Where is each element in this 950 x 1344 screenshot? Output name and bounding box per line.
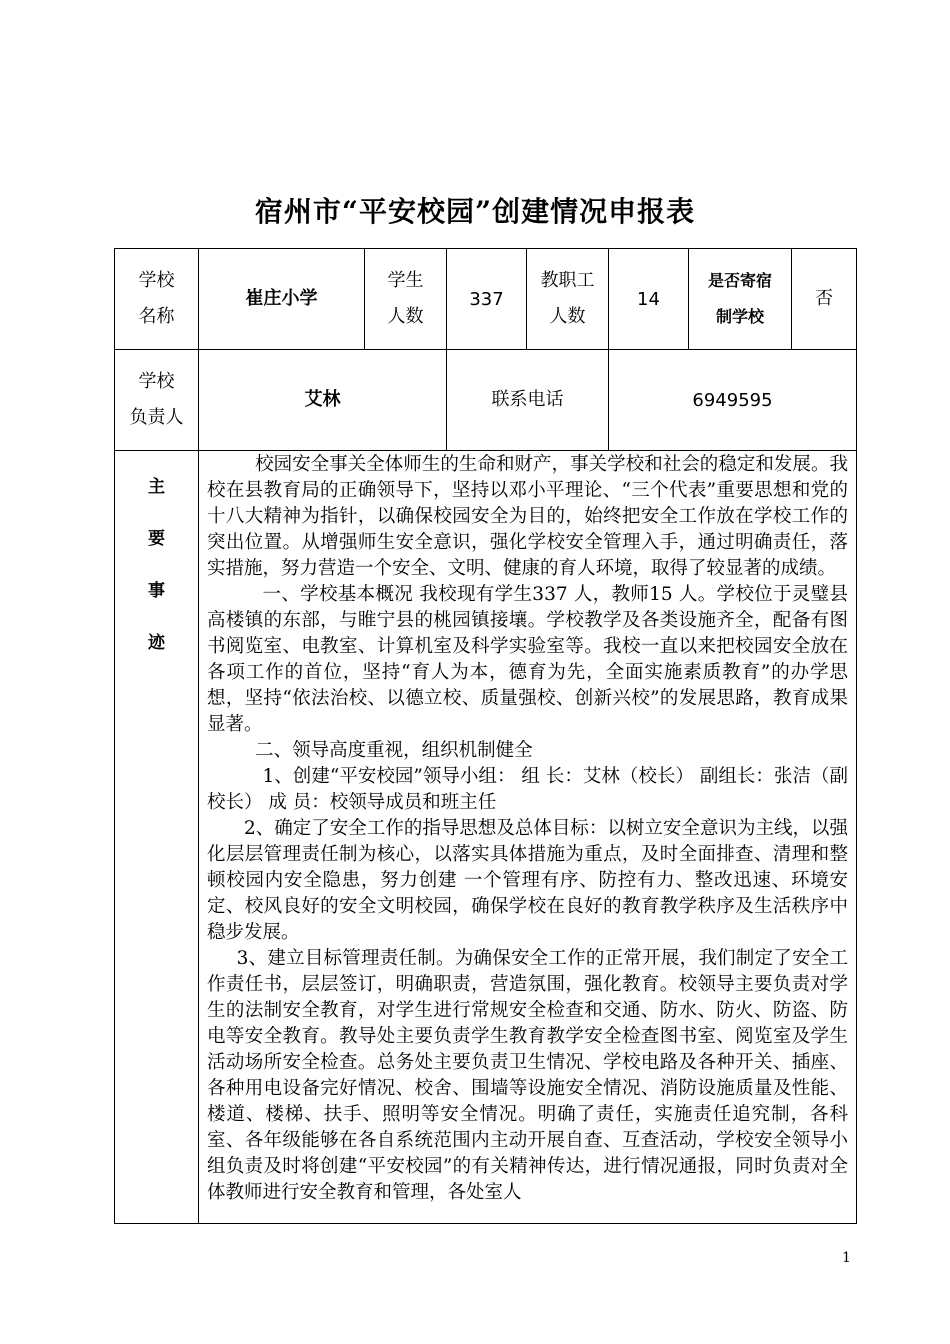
label-char-2: 要 [148,529,165,549]
application-form-table [114,248,857,1224]
staff-value-cell [609,249,689,350]
phone-value: 6949595 [692,389,773,411]
paragraph-guiding-ideas: 2、确定了安全工作的指导思想及总体目标：以树立安全意识为主线，以强化层层管理责任制为核心，以落实具体措施为重点，及时全面排查、清理和整顿校园内安全隐患，努力创建 一个管理有序、防控有力、整改迅速、环境安定、校风良好的安全文明校园，确保学校在良好的教育教学秩序及生活秩序中稳步发展。 [207,818,848,943]
paragraph-overview: 一、学校基本概况 我校现有学生337 人，教师15 人。学校位于灵璧县高楼镇的东部，与睢宁县的桃园镇接壤。学校教学及各类设施齐全，配备有图书阅览室、电教室、计算机室及科学实验室等。我校一直以来把校园安全放在各项工作的首位，坚持“育人为本，德育为先，全面实施素质教育”的办学思想，坚持“依法治校、以德立校、质量强校、创新兴校”的发展思路，教育成果显著。 [207,584,848,735]
students-label-line-1: 学生 [387,270,424,291]
form-row-main-achievements [115,451,857,1224]
staff-value: 14 [637,288,660,310]
main-achievements-label [115,451,199,1224]
boarding-label [689,249,792,350]
head-label [115,350,199,451]
main-achievements-text [199,451,857,1224]
label-char-1: 主 [148,477,165,497]
phone-label: 联系电话 [491,389,564,410]
students-label [365,249,447,350]
head-value-cell [199,350,447,451]
staff-label [527,249,609,350]
head-label-line-2: 负责人 [129,407,184,428]
students-label-line-2: 人数 [387,306,424,327]
label-char-3: 事 [148,581,165,601]
form-row-contact [115,350,857,451]
boarding-label-line-2: 制学校 [715,307,764,326]
school-name-value-cell [199,249,365,350]
phone-label-cell [447,350,609,451]
head-label-line-1: 学校 [138,371,175,392]
school-name-label-line-2: 名称 [138,306,175,327]
school-name-value: 崔庄小学 [245,288,318,309]
staff-label-line-1: 教职工 [540,270,595,291]
paragraph-section-two: 二、领导高度重视，组织机制健全 [255,740,533,761]
school-name-label-line-1: 学校 [138,270,175,291]
paragraph-leadership-group: 1、创建“平安校园”领导小组： 组 长：艾林（校长） 副组长：张洁（副校长） 成 员：校领导成员和班主任 [207,766,848,813]
boarding-value: 否 [815,288,833,309]
paragraph-intro: 校园安全事关全体师生的生命和财产，事关学校和社会的稳定和发展。我校在县教育局的正确领导下，坚持以邓小平理论、“三个代表”重要思想和党的十八大精神为指针，以确保校园安全为目的，始终把安全工作放在学校工作的突出位置。从增强师生安全意识，强化学校安全管理入手，通过明确责任，落实措施，努力营造一个安全、文明、健康的育人环境，取得了较显著的成绩。 [207,454,848,579]
boarding-value-cell [792,249,857,350]
students-value-cell [447,249,527,350]
phone-value-cell [609,350,857,451]
form-row-basic-info [115,249,857,350]
students-value: 337 [469,288,504,310]
head-value: 艾林 [304,389,341,410]
staff-label-line-2: 人数 [549,306,586,327]
page-number: 1 [842,1250,851,1266]
paragraph-responsibility: 3、建立目标管理责任制。为确保安全工作的正常开展，我们制定了安全工作责任书，层层签订，明确职责，营造氛围，强化教育。校领导主要负责对学生的法制安全教育，对学生进行常规安全检查和交通、防水、防火、防盗、防电等安全教育。教导处主要负责学生教育教学安全检查图书室、阅览室及学生活动场所安全检查。总务处主要负责卫生情况、学校电路及各种开关、插座、各种用电设备完好情况、校舍、围墙等设施安全情况、消防设施质量及性能、楼道、楼梯、扶手、照明等安全情况。明确了责任，实施责任追究制，各科室、各年级能够在各自系统范围内主动开展自查、互查活动，学校安全领导小组负责及时将创建“平安校园”的有关精神传达，进行情况通报，同时负责对全体教师进行安全教育和管理，各处室人 [207,948,848,1203]
school-name-label [115,249,199,350]
label-char-4: 迹 [148,633,165,653]
boarding-label-line-1: 是否寄宿 [707,271,772,290]
document-title: 宿州市“平安校园”创建情况申报表 [254,195,696,228]
